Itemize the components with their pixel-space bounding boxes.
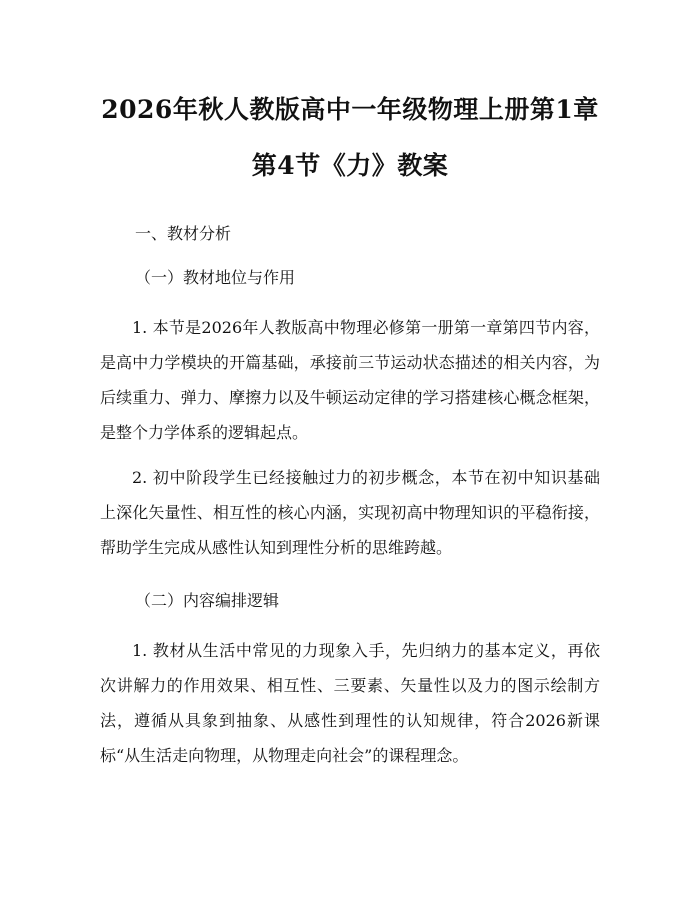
- title-line-2: 第4节《力》教案: [251, 151, 449, 180]
- section-heading-textbook-analysis: 一、教材分析: [135, 224, 232, 243]
- paragraph-role-2: 2. 初中阶段学生已经接触过力的初步概念，本节在初中知识基础上深化矢量性、相互性的核心内涵，实现初高中物理知识的平稳衔接，帮助学生完成从感性认知到理性分析的思维跨越。: [100, 468, 600, 557]
- document-title: [100, 82, 600, 194]
- paragraph-role-1: 1. 本节是2026年人教版高中物理必修第一册第一章第四节内容，是高中力学模块的开篇基础，承接前三节运动状态描述的相关内容，为后续重力、弹力、摩擦力以及牛顿运动定律的学习搭建核心概念框架，是整个力学体系的逻辑起点。: [100, 318, 600, 442]
- title-line-1: 2026年秋人教版高中一年级物理上册第1章: [101, 95, 599, 124]
- paragraph-arrangement-1: 1. 教材从生活中常见的力现象入手，先归纳力的基本定义，再依次讲解力的作用效果、相互性、三要素、矢量性以及力的图示绘制方法，遵循从具象到抽象、从感性到理性的认知规律，符合2026新课标“从生活走向物理，从物理走向社会”的课程理念。: [100, 641, 600, 765]
- subsection-heading-role: （一）教材地位与作用: [135, 268, 296, 287]
- subsection-heading-arrangement: （二）内容编排逻辑: [135, 591, 280, 610]
